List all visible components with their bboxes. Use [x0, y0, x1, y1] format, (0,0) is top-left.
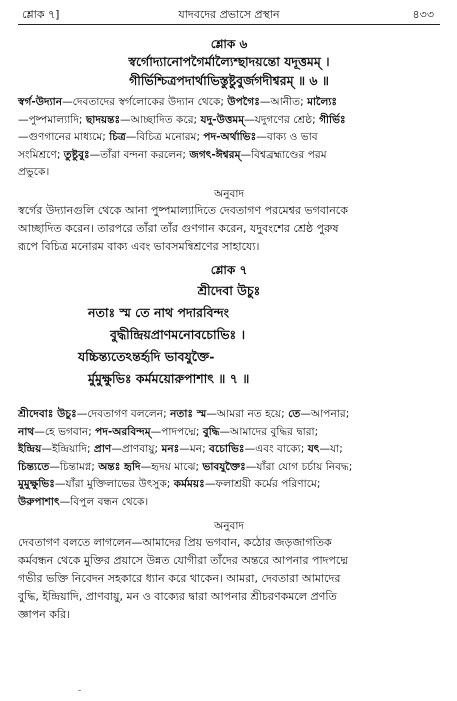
synonym-gloss: —প্রাণবায়ু; — [111, 443, 162, 456]
synonym-line — [18, 94, 440, 112]
synonym-gloss: —আমাদের বুদ্ধির দ্বারা; — [219, 425, 319, 438]
synonym-gloss: —হে ভগবান; — [34, 425, 96, 438]
synonym-term: বুদ্ধি — [202, 425, 220, 438]
synonym-term: ভাবযুক্তৈঃ — [202, 460, 246, 473]
synonym-term: ছাদয়ন্তঃ — [85, 113, 121, 126]
verse-7-line-1: নতাঃ স্ম তে নাথ পদারবিন্দং — [88, 305, 229, 320]
synonym-gloss: —যা; — [319, 443, 343, 456]
translation-line: কর্মবন্ধন থেকে মুক্তির প্রয়াসে উন্নত যোগীরা তাঁদের অন্তরে আপনার পাদপদ্মে — [18, 554, 348, 567]
header-verse-ref: শ্লোক ৭] — [22, 8, 60, 21]
synonym-term: উপগৈঃ — [227, 96, 260, 108]
synonym-term: স্বর্গ-উদ্যান — [18, 96, 63, 108]
synonym-line — [18, 424, 440, 442]
synonym-line — [18, 164, 440, 182]
verse-7-heading: শ্লোক ৭ — [210, 263, 248, 277]
synonym-line — [18, 459, 440, 477]
synonym-line — [18, 441, 440, 459]
synonym-term: শ্রীদেবাঃ উচুঃ — [18, 408, 77, 420]
synonym-term: অন্তঃ হৃদি — [98, 460, 141, 473]
synonym-gloss: —বিচিত্র মনোরম; — [125, 131, 204, 144]
synonym-gloss: —যাঁরা মুক্তিলাভের উৎসুক; — [54, 478, 174, 491]
synonym-term: নতাঃ স্ম — [170, 408, 207, 420]
synonym-gloss: —এবং বাক্যে; — [244, 443, 308, 456]
synonym-term: প্রাণ — [93, 443, 112, 456]
page-header — [18, 6, 440, 25]
synonym-gloss: —আপনার; — [300, 408, 350, 420]
synonym-gloss: —ফলাশ্রয়ী কর্মের পরিণামে; — [204, 478, 321, 491]
translation-line: রূপে বিচিত্র মনোরম বাক্য এবং ভাবসমন্বিশ্রণের সাহায্যে। — [18, 240, 260, 253]
synonym-gloss: —গুণগানের মাধ্যমে; — [18, 131, 110, 144]
synonym-term: পদ-অরবিন্দম্ — [95, 425, 151, 438]
verse-6-line-1: স্বর্গোদ্যানোপগৈর্মাল্যৈশ্ছাদয়ন্তো যদূত্তমম্ । — [128, 54, 330, 69]
synonym-term: চিন্ত্যতে — [18, 460, 50, 473]
synonym-term: নাথ — [18, 425, 35, 438]
synonym-term: মুমুক্ষুভিঃ — [18, 478, 55, 491]
synonym-gloss: —যাঁরা যোগ চর্চায় নিবদ্ধ; — [245, 460, 353, 473]
synonym-gloss: —বিশ্বব্রহ্মাণ্ডের পরম — [240, 148, 327, 161]
translation-heading: অনুবাদ — [214, 188, 244, 200]
page-speck — [78, 690, 81, 691]
synonym-gloss: —ইন্দ্রিয়াদি; — [41, 443, 94, 456]
synonym-gloss: —যদুগণের শ্রেষ্ঠ; — [244, 113, 320, 126]
synonym-term: বচোভিঃ — [209, 443, 245, 456]
synonym-gloss: প্রভুকে। — [18, 166, 50, 179]
verse-7-translation — [18, 518, 440, 624]
synonym-term: মনঃ — [161, 443, 180, 456]
synonym-gloss: —বাক্য ও ভাব — [256, 131, 318, 144]
synonym-term: চিত্র — [109, 131, 126, 144]
translation-line: জ্ঞাপন করি। — [18, 608, 71, 621]
verse-6-line-2: গীর্ভিশ্চিত্রপদার্থাভিস্তুষ্টুবুর্জগদীশ্বরম্ ॥ ৬ ॥ — [129, 73, 329, 88]
synonym-gloss: —পাদপদ্মে; — [150, 425, 203, 438]
translation-line: বুদ্ধি, ইন্দ্রিয়াদি, প্রাণবায়ু, মন ও বাক্যের দ্বারা আপনার শ্রীচরণকমলে প্রণতি — [18, 590, 337, 603]
verse-7-line-2: বুদ্ধীন্দ্রিয়প্রাণমনোবচোভিঃ । — [110, 327, 246, 342]
synonym-gloss: —বিপুল বন্ধন থেকে। — [59, 495, 149, 508]
synonym-gloss: —আমরা নত হয়ে; — [206, 408, 289, 420]
synonym-term: যদু-উত্তমম্ — [200, 113, 245, 126]
verse-6-translation — [18, 186, 440, 256]
synonym-line — [18, 406, 440, 424]
synonym-line — [18, 129, 440, 147]
synonym-gloss: —পুষ্পমাল্যাদি; — [18, 113, 86, 126]
synonym-term: তে — [288, 408, 301, 420]
verse-7-speaker: শ্রীদেবা উচুঃ — [197, 283, 261, 298]
synonym-gloss: —আনীত; — [259, 96, 308, 108]
header-chapter-title: যাদবদের প্রভাসে প্রস্থান — [178, 8, 280, 21]
translation-line: স্বর্গের উদ্যানগুলি থেকে আনা পুষ্পমাল্যাদিতে দেবতাগণ পরমেশ্বর ভগবানকে — [18, 204, 348, 217]
synonym-gloss: —দেবতাগণ বললেন; — [76, 408, 171, 420]
synonym-gloss: —দেবতাদের স্বর্গলোকের উদ্যান থেকে; — [62, 96, 228, 108]
synonym-term: পদ-অর্থাভিঃ — [203, 131, 257, 144]
verse-6-heading: শ্লোক ৬ — [210, 37, 248, 51]
synonym-gloss: —চিন্তামগ্ন; — [49, 460, 99, 473]
synonym-term: মাল্যৈঃ — [307, 96, 338, 108]
synonym-term: কর্মময়ঃ — [173, 478, 205, 491]
translation-line: গভীর ভক্তি নিবেদন সহকারে ধ্যান করে থাকেন। আমরা, দেবতারা আমাদের — [18, 572, 341, 585]
synonym-line — [18, 476, 440, 494]
verse-6-synonyms — [18, 94, 440, 182]
synonym-term: জগৎ-ঈশ্বরম্ — [189, 148, 241, 161]
synonym-line — [18, 112, 440, 130]
synonym-term: উরুপাশাৎ — [18, 495, 60, 508]
synonym-term: তুষ্টুবুঃ — [63, 148, 90, 161]
synonym-term: গীর্ভিঃ — [319, 113, 346, 126]
synonym-term: ইন্দ্রিয় — [18, 443, 42, 456]
translation-line: দেবতাগণ বলতে লাগলেন—আমাদের প্রিয় ভগবান, কঠোর জড়জাগতিক — [18, 536, 332, 549]
synonym-gloss: —হৃদয় মাঝে; — [140, 460, 203, 473]
translation-line: আচ্ছাদিত করেন। তারপরে তাঁরা তাঁর গুণগান করেন, যদুবংশের শ্রেষ্ঠ পুরুষ — [18, 222, 339, 235]
synonym-gloss: —আচ্ছাদিত করে; — [120, 113, 201, 126]
synonym-gloss: সংমিশ্রণে; — [18, 148, 64, 161]
verse-7-line-3: যচ্চিন্ত্যতেঽন্তর্হৃদি ভাবযুক্তৈ- — [78, 349, 215, 364]
verse-7-block — [18, 262, 440, 388]
header-page-number: ৪৩৩ — [412, 8, 434, 21]
verse-7-synonyms — [18, 406, 440, 512]
synonym-line — [18, 494, 440, 512]
book-page — [18, 0, 440, 701]
synonym-line — [18, 147, 440, 165]
verse-6-block — [18, 36, 440, 90]
synonym-gloss: —মন; — [179, 443, 210, 456]
synonym-term: যৎ — [307, 443, 320, 456]
verse-7-line-4: র্মুমুক্ষুভিঃ কর্মময়োরুপাশাৎ ॥ ৭ ॥ — [88, 371, 250, 386]
synonym-gloss: —তাঁরা বন্দনা করলেন; — [89, 148, 190, 161]
translation-heading: অনুবাদ — [214, 520, 244, 532]
